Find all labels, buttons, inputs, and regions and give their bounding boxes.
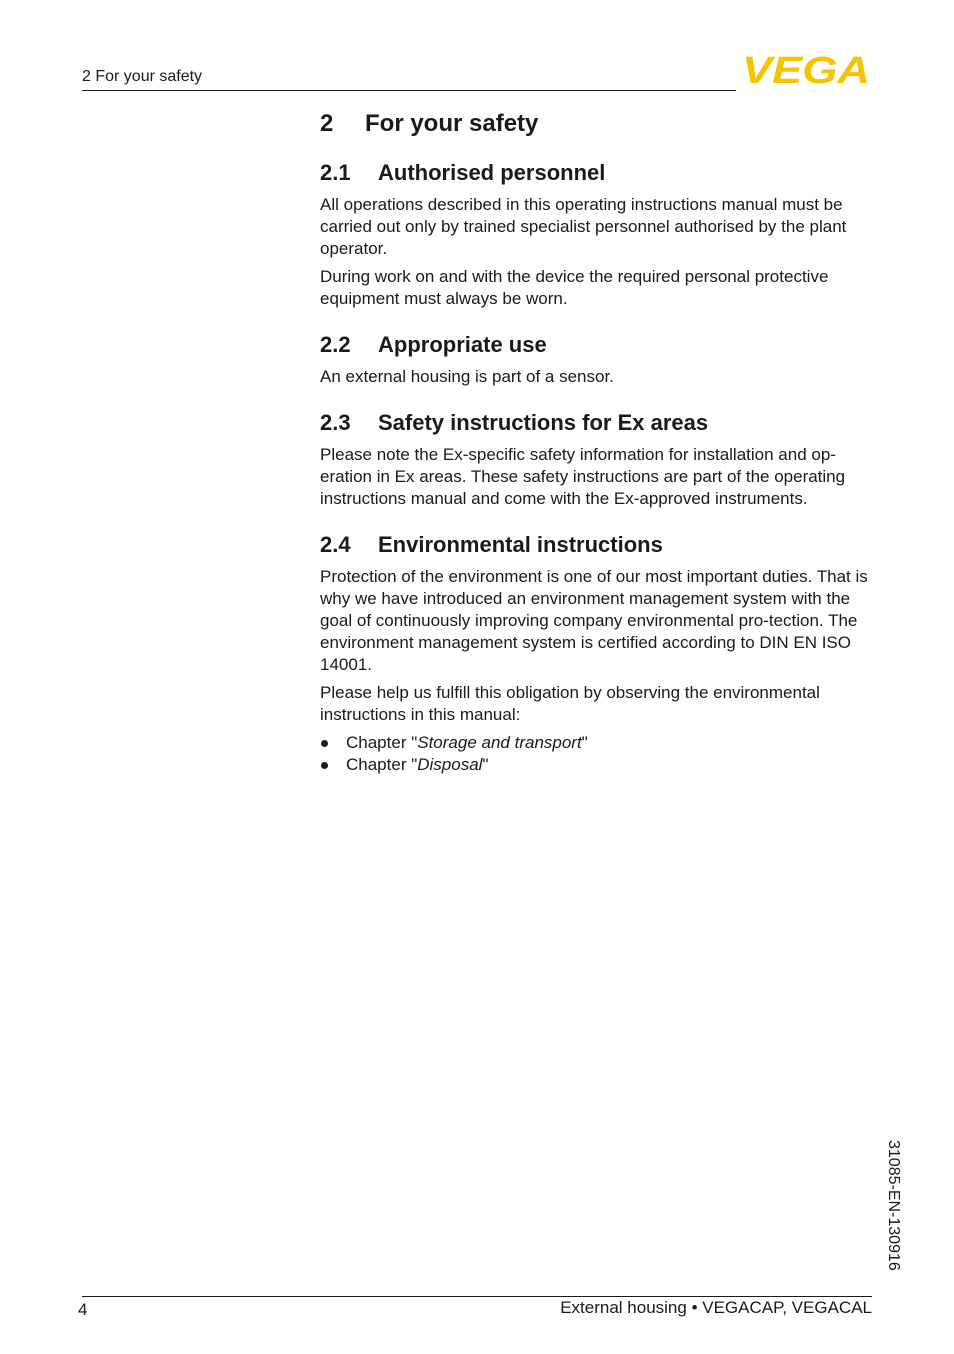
paragraph: During work on and with the device the required personal protective equipment must always be worn. (320, 267, 829, 308)
page-number: 4 (78, 1300, 88, 1319)
running-header: 2 For your safety (82, 68, 203, 85)
section-heading (320, 410, 872, 436)
section-heading (320, 532, 872, 558)
footer-rule (82, 1296, 872, 1297)
section-authorised-personnel (320, 160, 872, 310)
paragraph: Please help us fulfill this obligation by observing the environmental instructions in this manual: (320, 683, 820, 724)
section-heading (320, 160, 872, 186)
section-environmental-instructions (320, 532, 872, 776)
section-title: Environmental instructions (378, 532, 663, 557)
vega-logo (742, 52, 872, 86)
section-title: Authorised personnel (378, 160, 606, 185)
bullet-list (320, 732, 872, 776)
main-content (320, 110, 872, 798)
chapter-number: 2 (320, 110, 334, 137)
document-id: 31085-EN-130916 (885, 1140, 902, 1271)
paragraph: Protection of the environment is one of our most important duties. That is why we have introduced an environment management system with the goal of continuously improving company environmental pro-tection. The environment management system is certified according to DIN EN ISO 14001. (320, 567, 868, 674)
section-number: 2.4 (320, 532, 351, 557)
section-number: 2.1 (320, 160, 351, 185)
footer-title: External housing • VEGACAP, VEGACAL (560, 1298, 872, 1317)
paragraph: Please note the Ex-specific safety information for installation and op-eration in Ex areas. These safety instructions are part of the operating instructions manual and come with the Ex-approved instruments. (320, 445, 846, 508)
section-heading (320, 332, 872, 358)
header-rule (82, 90, 736, 91)
section-number: 2.2 (320, 332, 351, 357)
section-ex-areas (320, 410, 872, 510)
chapter-reference: Storage and transport (417, 733, 582, 752)
chapter-reference: Disposal (417, 755, 483, 774)
section-title: Appropriate use (378, 332, 547, 357)
chapter-heading (320, 110, 872, 138)
paragraph: All operations described in this operating instructions manual must be carried out only by trained specialist personnel authorised by the plant operator. (320, 195, 847, 258)
section-title: Safety instructions for Ex areas (378, 410, 709, 435)
section-appropriate-use (320, 332, 872, 388)
svg-text:VEGA: VEGA (742, 52, 870, 86)
list-item: Chapter "Disposal" (320, 754, 872, 776)
chapter-title: For your safety (365, 110, 539, 137)
paragraph: An external housing is part of a sensor. (320, 367, 614, 386)
list-item: Chapter "Storage and transport" (320, 732, 872, 754)
section-number: 2.3 (320, 410, 351, 435)
